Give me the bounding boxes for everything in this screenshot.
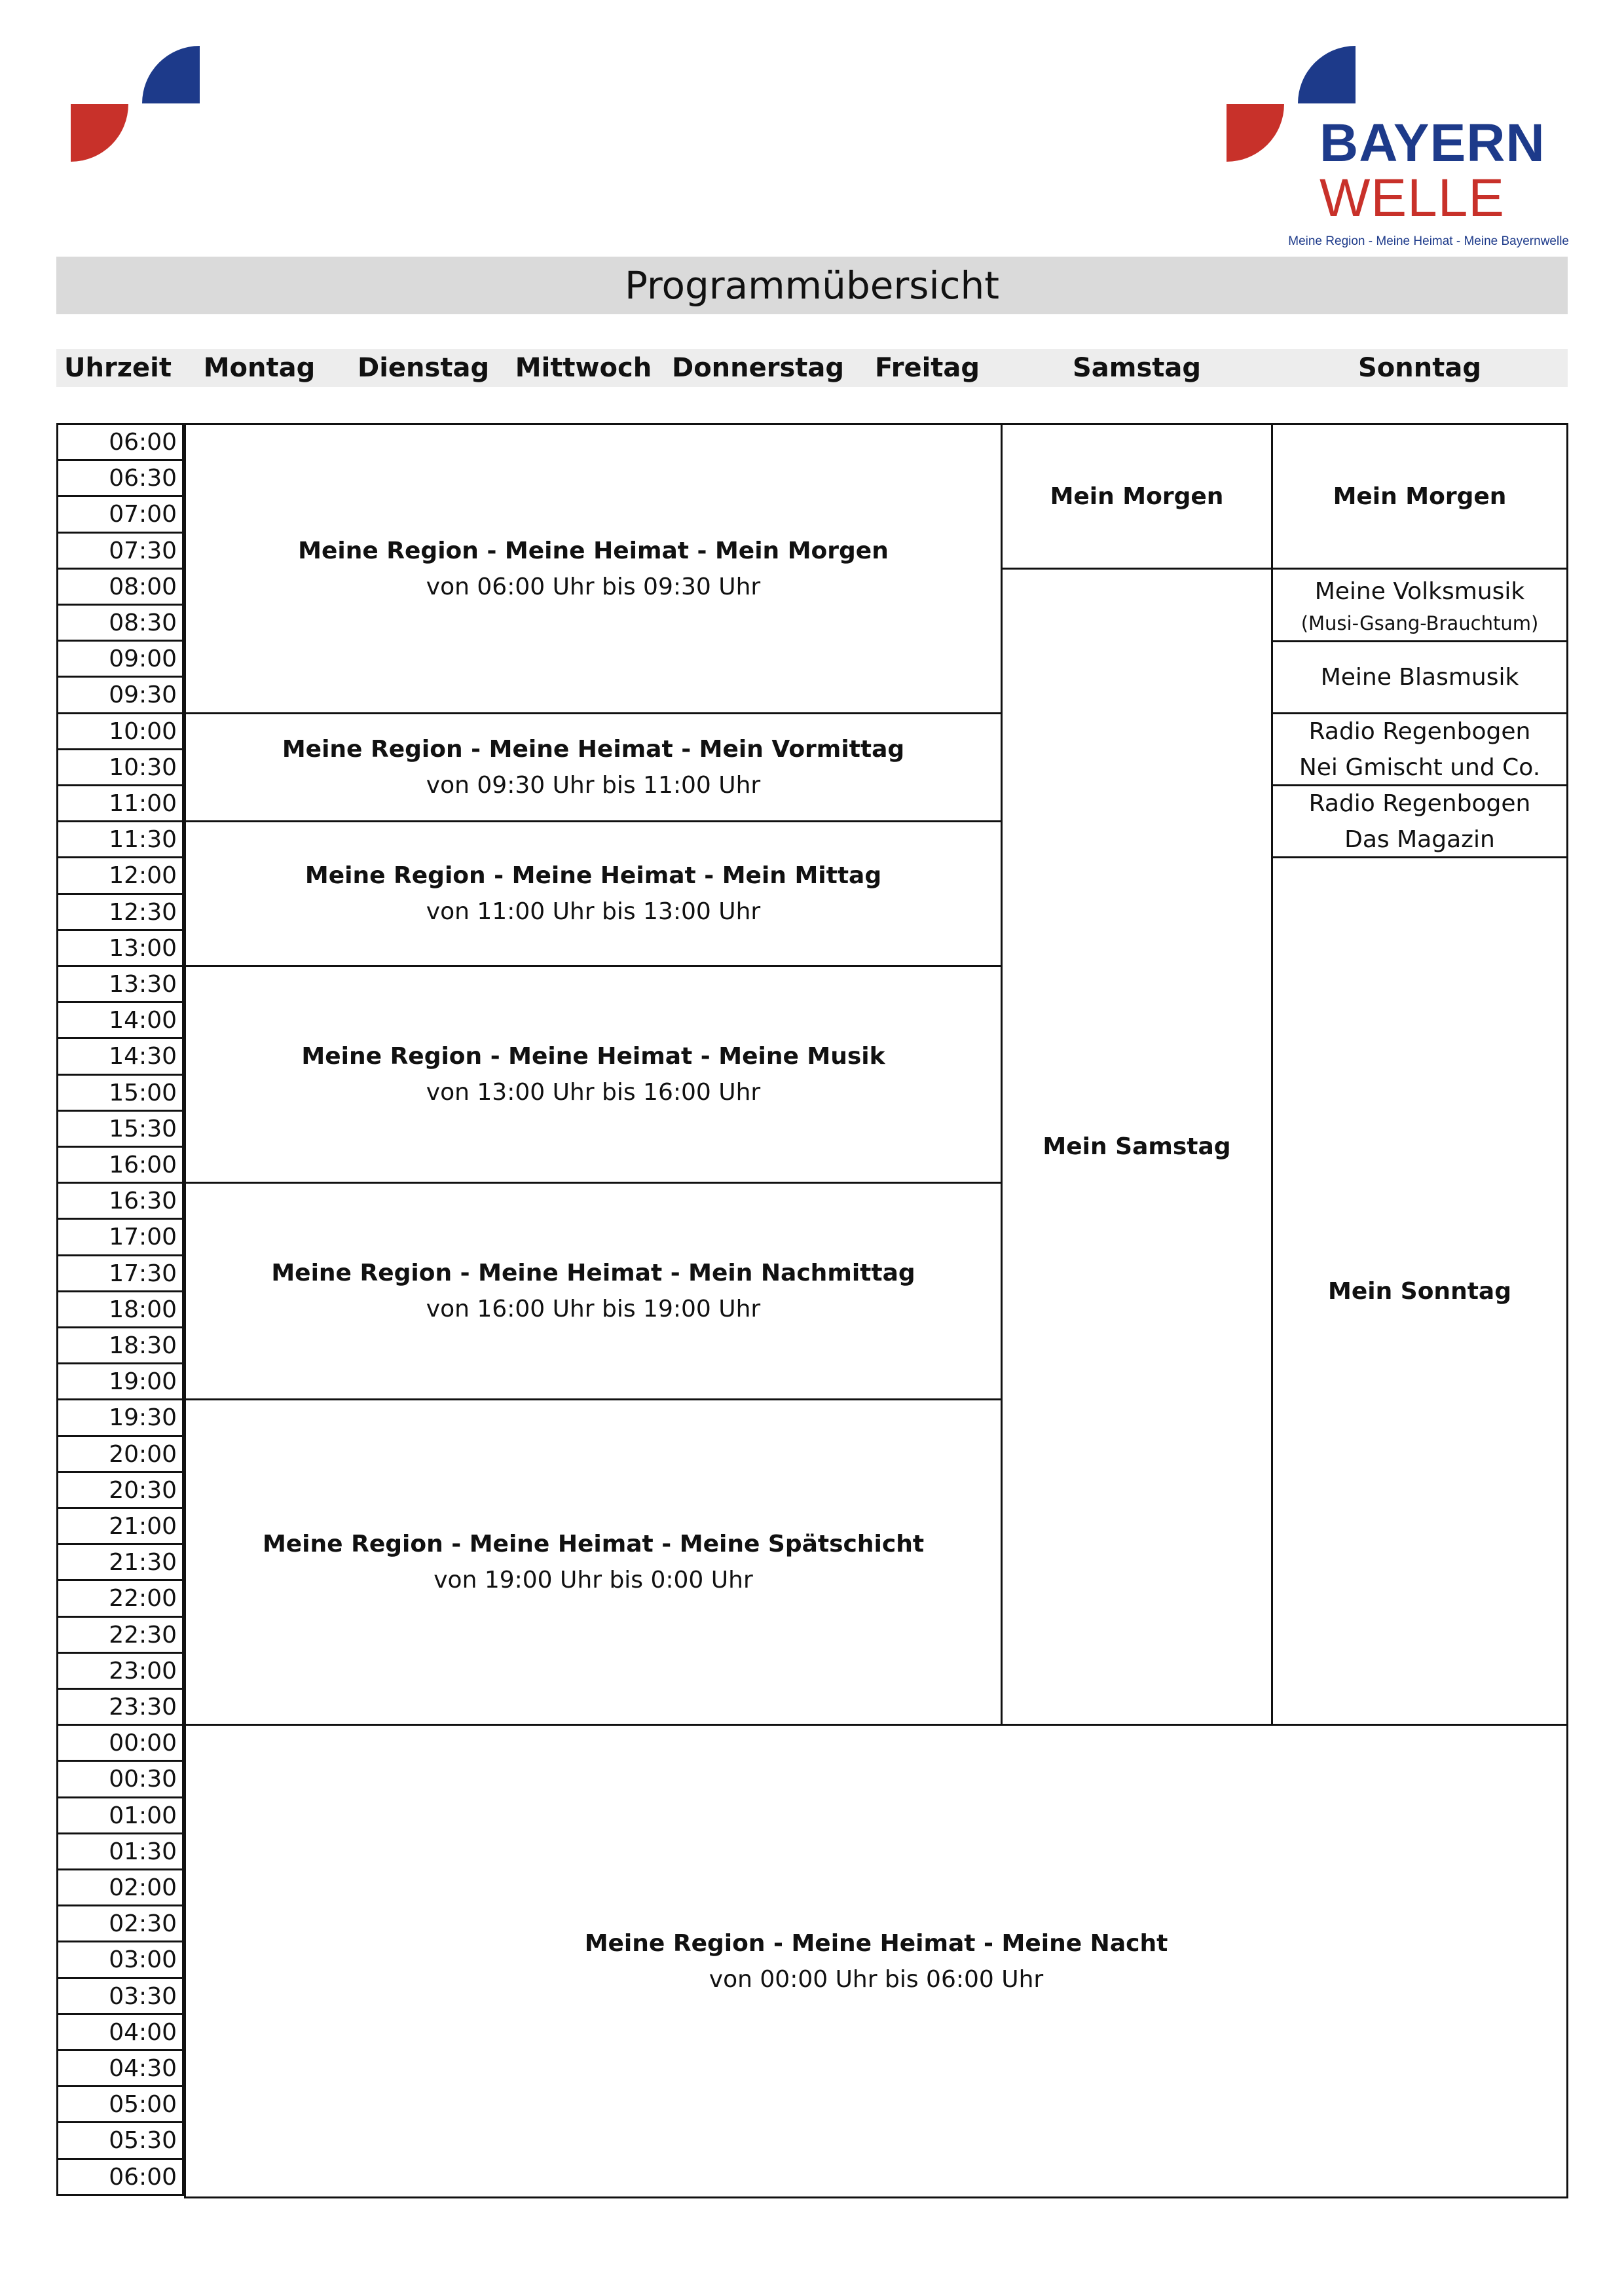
time-slot: 19:30 bbox=[56, 1398, 184, 1437]
time-slot: 19:00 bbox=[56, 1362, 184, 1400]
program-title: Meine Volksmusik bbox=[1314, 577, 1525, 605]
time-slot: 12:00 bbox=[56, 856, 184, 895]
sunday-block-regenbogen-2 bbox=[1271, 784, 1568, 858]
time-slot: 17:00 bbox=[56, 1218, 184, 1256]
time-slot: 17:30 bbox=[56, 1254, 184, 1292]
time-slot: 14:30 bbox=[56, 1037, 184, 1076]
weekday-block-nachmittag bbox=[184, 1182, 1003, 1400]
time-slot: 18:00 bbox=[56, 1290, 184, 1328]
sunday-block-regenbogen-1 bbox=[1271, 712, 1568, 786]
program-title: Mein Sonntag bbox=[1328, 1277, 1511, 1305]
time-slot: 13:00 bbox=[56, 929, 184, 967]
header-samstag: Samstag bbox=[1072, 353, 1202, 383]
time-slot: 10:00 bbox=[56, 712, 184, 750]
weekday-block-musik bbox=[184, 965, 1003, 1184]
time-slot: 15:00 bbox=[56, 1074, 184, 1112]
program-title: Meine Region - Meine Heimat - Meine Nacht bbox=[584, 1929, 1168, 1957]
program-time: von 19:00 Uhr bis 0:00 Uhr bbox=[434, 1567, 753, 1594]
time-slot: 20:00 bbox=[56, 1435, 184, 1473]
time-slot: 06:00 bbox=[56, 423, 184, 461]
program-subtitle: Nei Gmischt und Co. bbox=[1299, 754, 1541, 781]
page-title: Programmübersicht bbox=[624, 263, 1000, 308]
time-slot: 09:00 bbox=[56, 640, 184, 678]
time-slot: 12:30 bbox=[56, 893, 184, 931]
time-slot: 07:00 bbox=[56, 495, 184, 534]
header-uhrzeit: Uhrzeit bbox=[64, 353, 172, 383]
header-sonntag: Sonntag bbox=[1358, 353, 1481, 383]
time-slot: 03:00 bbox=[56, 1941, 184, 1979]
saturday-block-morgen bbox=[1001, 423, 1273, 570]
time-slot: 09:30 bbox=[56, 676, 184, 714]
header-dienstag: Dienstag bbox=[358, 353, 490, 383]
time-slot: 21:30 bbox=[56, 1543, 184, 1581]
time-slot: 06:30 bbox=[56, 459, 184, 497]
time-slot: 14:00 bbox=[56, 1001, 184, 1039]
program-title: Meine Region - Meine Heimat - Mein Morgen bbox=[298, 537, 889, 564]
brand-tagline: Meine Region - Meine Heimat - Meine Bayernwelle bbox=[1288, 234, 1569, 248]
time-slot: 01:00 bbox=[56, 1796, 184, 1834]
brand-name-line1: BAYERN bbox=[1320, 113, 1545, 173]
time-slot: 04:30 bbox=[56, 2049, 184, 2087]
time-slot: 11:30 bbox=[56, 820, 184, 858]
program-title: Radio Regenbogen bbox=[1308, 790, 1531, 817]
header-montag: Montag bbox=[203, 353, 316, 383]
time-slot: 00:30 bbox=[56, 1760, 184, 1798]
program-title: Mein Morgen bbox=[1333, 483, 1507, 510]
program-title: Radio Regenbogen bbox=[1308, 718, 1531, 745]
weekday-block-mittag bbox=[184, 820, 1003, 967]
program-subtitle: (Musi-Gsang-Brauchtum) bbox=[1301, 611, 1539, 634]
saturday-block-samstag bbox=[1001, 568, 1273, 1726]
sunday-block-sonntag bbox=[1271, 856, 1568, 1726]
time-slot: 22:00 bbox=[56, 1579, 184, 1618]
program-time: von 13:00 Uhr bis 16:00 Uhr bbox=[426, 1079, 761, 1106]
time-slot: 13:30 bbox=[56, 965, 184, 1003]
program-time: von 00:00 Uhr bis 06:00 Uhr bbox=[709, 1965, 1044, 1993]
program-title: Meine Region - Meine Heimat - Mein Nachmittag bbox=[271, 1260, 915, 1286]
program-time: von 16:00 Uhr bis 19:00 Uhr bbox=[426, 1296, 761, 1322]
time-slot: 08:00 bbox=[56, 568, 184, 606]
time-slot: 11:00 bbox=[56, 784, 184, 822]
time-slot: 15:30 bbox=[56, 1110, 184, 1148]
time-slot: 23:30 bbox=[56, 1688, 184, 1726]
program-title: Mein Samstag bbox=[1043, 1133, 1231, 1160]
weekday-block-spaetschicht bbox=[184, 1398, 1003, 1726]
time-slot: 16:30 bbox=[56, 1182, 184, 1220]
time-slot: 22:30 bbox=[56, 1616, 184, 1654]
time-slot: 04:00 bbox=[56, 2013, 184, 2051]
time-slot: 23:00 bbox=[56, 1652, 184, 1690]
time-slot: 02:30 bbox=[56, 1904, 184, 1942]
sunday-block-blasmusik bbox=[1271, 640, 1568, 714]
time-slot: 06:00 bbox=[56, 2158, 184, 2196]
program-title: Meine Blasmusik bbox=[1320, 664, 1519, 691]
program-time: von 11:00 Uhr bis 13:00 Uhr bbox=[426, 898, 761, 925]
weekday-block-morgen bbox=[184, 423, 1003, 714]
program-time: von 09:30 Uhr bis 11:00 Uhr bbox=[426, 772, 761, 799]
time-slot: 00:00 bbox=[56, 1724, 184, 1762]
time-slot: 10:30 bbox=[56, 748, 184, 786]
time-slot: 05:30 bbox=[56, 2121, 184, 2160]
time-slot: 18:30 bbox=[56, 1326, 184, 1364]
program-title: Meine Region - Meine Heimat - Meine Spätschicht bbox=[262, 1531, 925, 1558]
time-slot: 01:30 bbox=[56, 1832, 184, 1870]
program-time: von 06:00 Uhr bis 09:30 Uhr bbox=[426, 573, 761, 600]
time-slot: 20:30 bbox=[56, 1471, 184, 1509]
sunday-block-morgen bbox=[1271, 423, 1568, 570]
program-title: Mein Morgen bbox=[1050, 483, 1224, 510]
header-freitag: Freitag bbox=[874, 353, 980, 383]
time-slot: 05:00 bbox=[56, 2085, 184, 2123]
program-title: Meine Region - Meine Heimat - Mein Vormittag bbox=[282, 736, 905, 763]
header-mittwoch: Mittwoch bbox=[515, 353, 652, 383]
night-block bbox=[184, 1724, 1568, 2198]
time-slot: 02:00 bbox=[56, 1868, 184, 1906]
time-slot: 21:00 bbox=[56, 1507, 184, 1545]
time-slot: 08:30 bbox=[56, 604, 184, 642]
program-title: Meine Region - Meine Heimat - Meine Musik bbox=[301, 1043, 885, 1070]
program-title: Meine Region - Meine Heimat - Mein Mittag bbox=[304, 862, 882, 889]
weekday-block-vormittag bbox=[184, 712, 1003, 822]
sunday-block-volksmusik bbox=[1271, 568, 1568, 642]
brand-name-line2: WELLE bbox=[1320, 168, 1505, 228]
program-subtitle: Das Magazin bbox=[1344, 826, 1495, 853]
time-slot: 16:00 bbox=[56, 1146, 184, 1184]
time-slot: 03:30 bbox=[56, 1977, 184, 2015]
header-donnerstag: Donnerstag bbox=[672, 353, 845, 383]
time-slot: 07:30 bbox=[56, 532, 184, 570]
